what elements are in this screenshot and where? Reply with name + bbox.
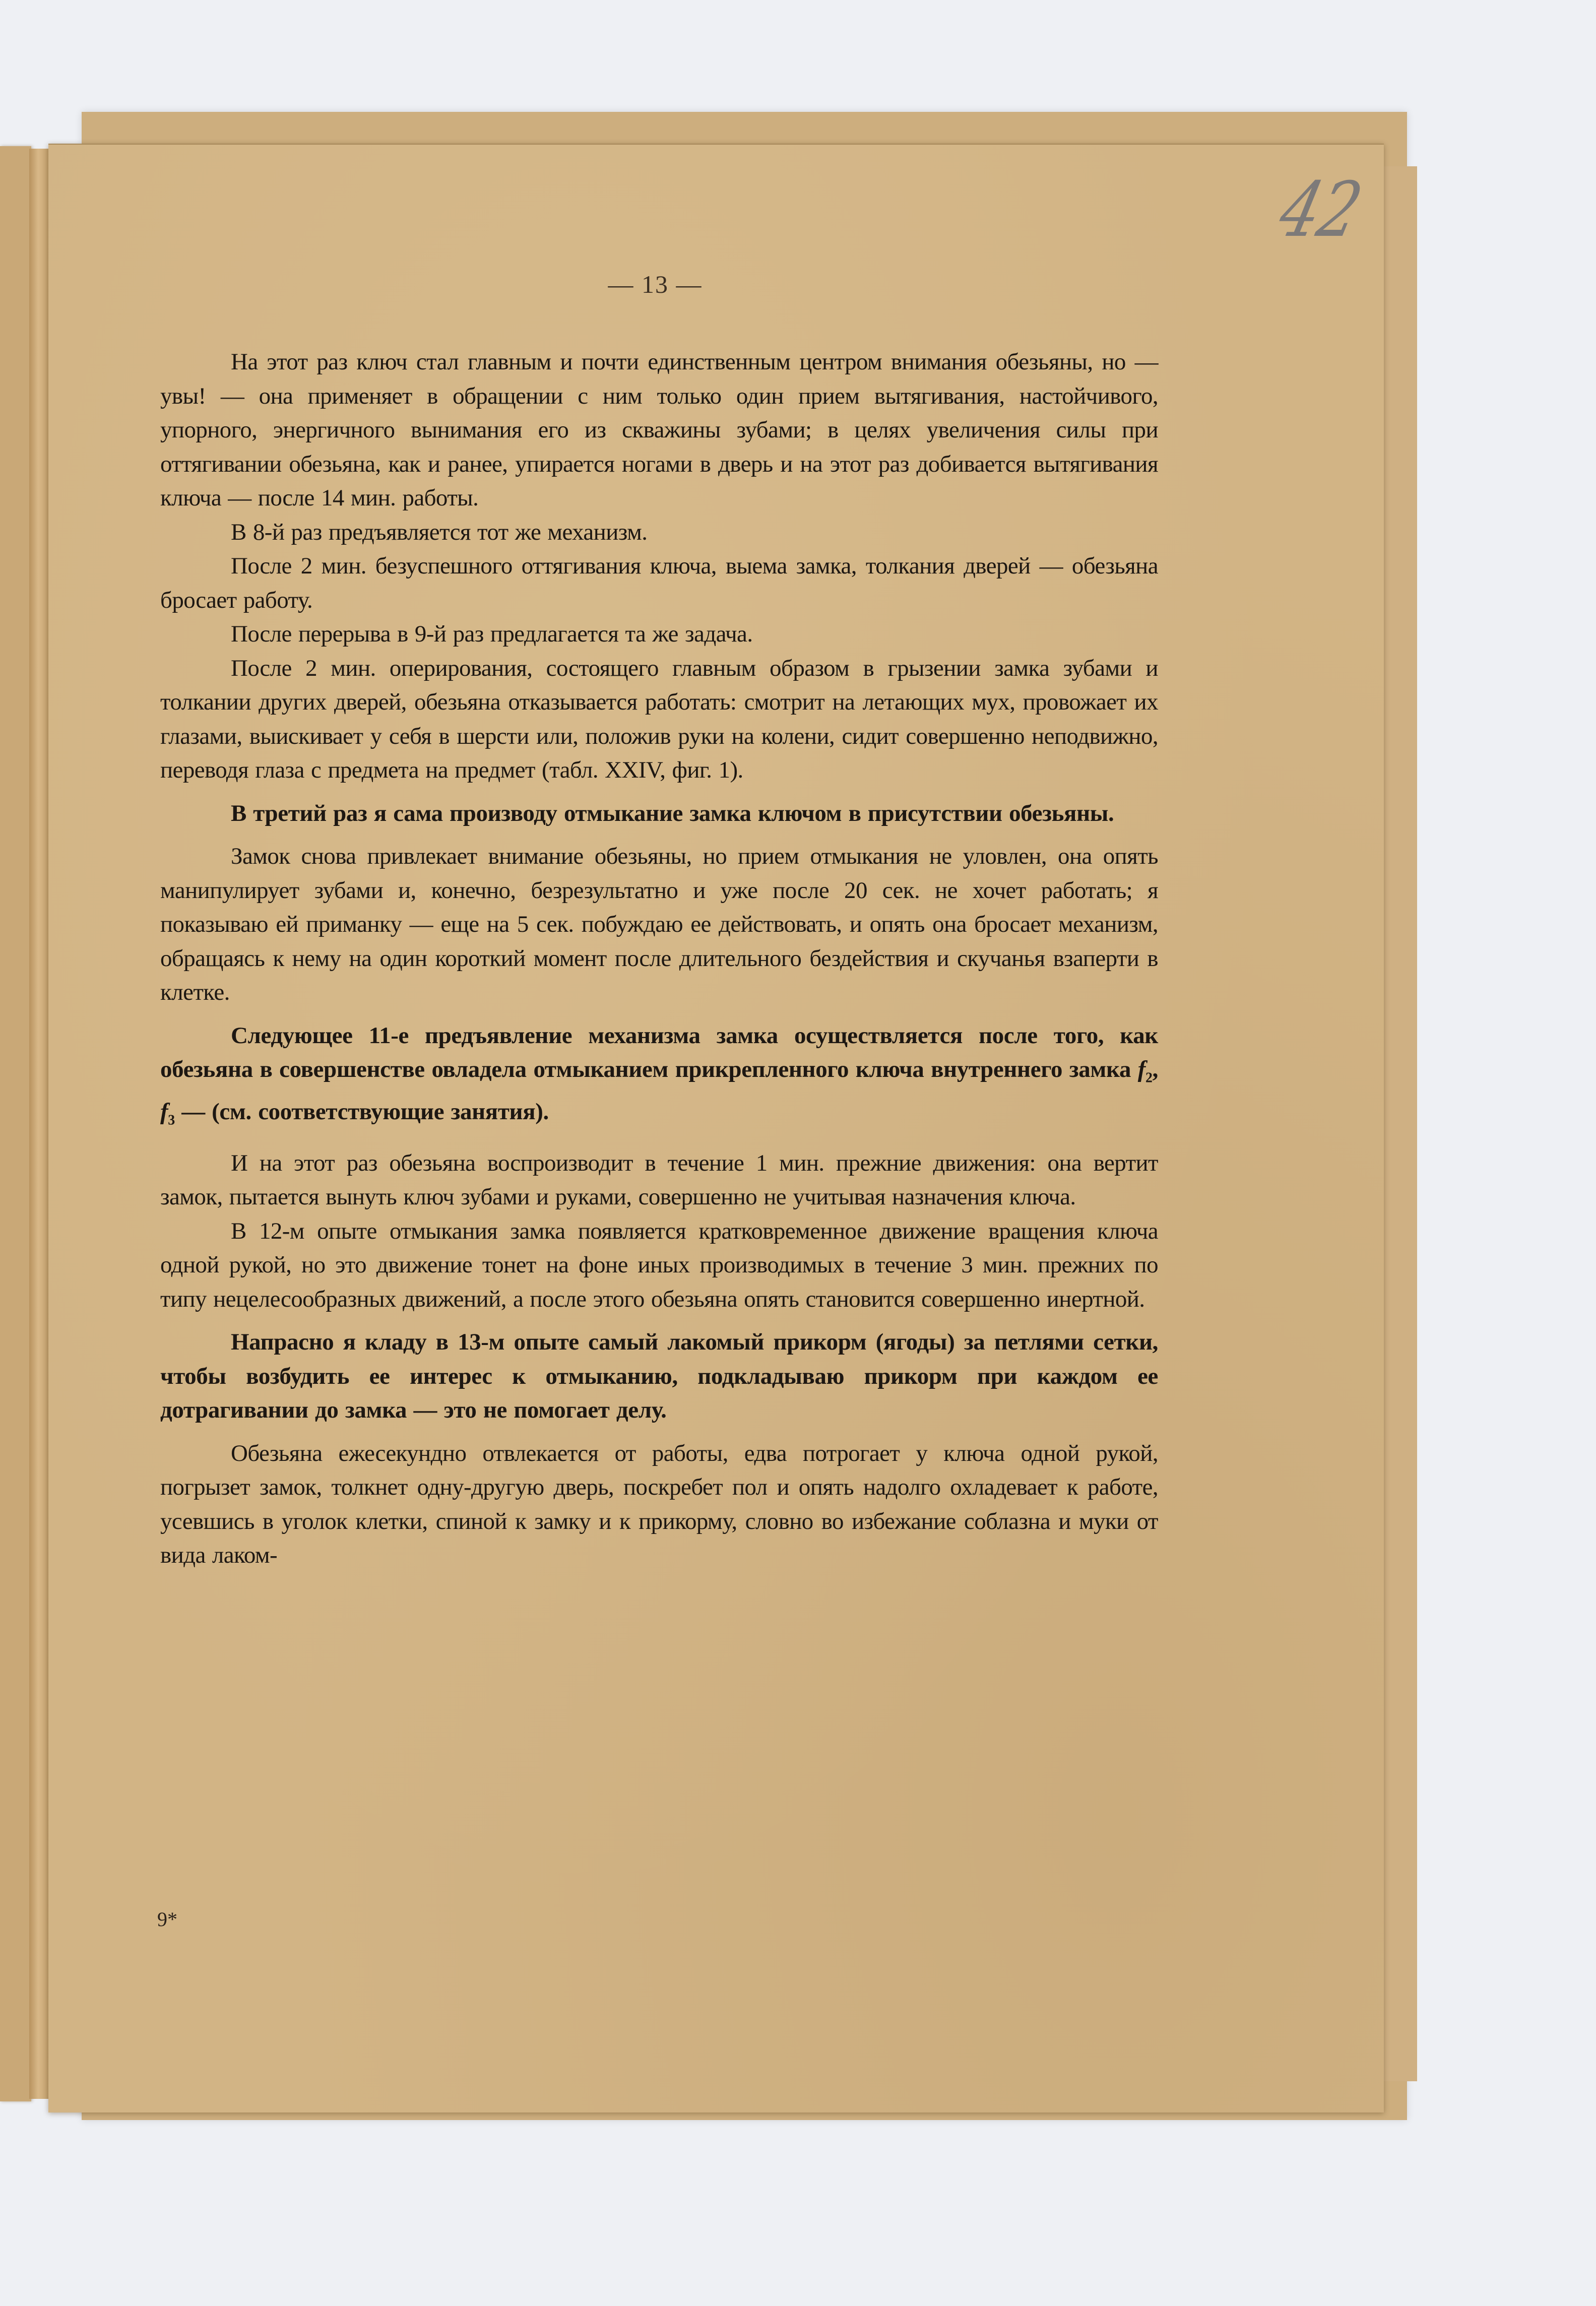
paragraph-emphasis: Напрасно я кладу в 13-м опыте самый лакомый прикорм (ягоды) за петлями сетки, чтобы возбудить ее интерес к отмыканию, подкладываю прикорм при каждом ее дотрагивании до замка — это не помогает делу. bbox=[160, 1329, 1158, 1424]
paragraph: В 12-м опыте отмыкания замка появляется кратковременное движение вращения ключа одной рукой, но это движение тонет на фоне иных производимых в течение 3 мин. прежних по типу нецелесообразных движений, а после этого обезьяна опять становится совершенно инертной. bbox=[160, 1218, 1158, 1312]
paragraph: И на этот раз обезьяна воспроизводит в течение 1 мин. прежние движения: она вертит замок, пытается вынуть ключ зубами и руками, совершенно не учитывая назначения ключа. bbox=[160, 1149, 1158, 1210]
formula-subscript: 2 bbox=[1145, 1070, 1153, 1086]
paragraph: Замок снова привлекает внимание обезьяны, но прием отмыкания не уловлен, она опять манипулирует зубами и, конечно, безрезультатно и уже после 20 сек. не хочет работать; я показываю ей приманку — еще на 5 сек. побуждаю ее действовать, и опять она бросает механизм, обращаясь к нему на один короткий момент после длительного бездействия и скучанья взаперти в клетке. bbox=[160, 843, 1158, 1005]
paragraph: В 8-й раз предъявляется тот же механизм. bbox=[231, 519, 648, 545]
paragraph: После 2 мин. оперирования, состоящего главным образом в грызении замка зубами и толкании других дверей, обезьяна отказывается работать: смотрит на летающих мух, провожает их глазами, выискивает у себя в шерсти или, положив руки на колени, сидит совершенно неподвижно, переводя глаза с предмета на предмет (табл. XXIV, фиг. 1). bbox=[160, 655, 1158, 783]
paragraph-gap bbox=[160, 1137, 1158, 1146]
handwritten-folio-number: 42 bbox=[1271, 166, 1370, 254]
paragraph-gap bbox=[160, 830, 1158, 840]
paragraph-emphasis bbox=[160, 1019, 1158, 1137]
paragraph: Обезьяна ежесекундно отвлекается от работы, едва потрогает у ключа одной рукой, погрызет замок, толкнет одну-другую дверь, поскребет пол и опять надолго охладевает к работе, усевшись в уголок клетки, спиной к замку и к прикорму, словно во избежание соблазна и муки от вида лаком- bbox=[160, 1440, 1158, 1569]
paragraph-text: — (см. соответствующие занятия). bbox=[174, 1098, 549, 1125]
paragraph: После 2 мин. безуспешного оттягивания ключа, выема замка, толкания дверей — обезьяна бросает работу. bbox=[160, 553, 1158, 613]
signature-mark: 9* bbox=[157, 1908, 177, 1931]
paragraph-text: Следующее 11-е предъявление механизма замка осуществляется после того, как обезьяна в совершенстве овладела отмыканием прикрепленного ключа внутреннего замка bbox=[160, 1022, 1158, 1082]
formula-separator: , bbox=[1152, 1056, 1158, 1082]
body-text bbox=[160, 345, 1158, 1573]
paragraph: На этот раз ключ стал главным и почти единственным центром внимания обезьяны, но — увы! — она применяет в обращении с ним только один прием вытягивания, настойчивого, упорного, энергичного вынимания его из скважины зубами; в целях увеличения силы при оттягивании обезьяна, как и ранее, упирается ногами в дверь и на этот раз добивается вытягивания ключа — после 14 мин. работы. bbox=[160, 349, 1158, 511]
book-gutter bbox=[29, 149, 49, 2099]
back-sheet-edge bbox=[1381, 166, 1417, 2081]
paragraph-gap bbox=[160, 1316, 1158, 1325]
page-number: — 13 — bbox=[608, 270, 703, 298]
paragraph-emphasis: В третий раз я сама производу отмыкание замка ключом в присутствии обезьяны. bbox=[231, 800, 1114, 826]
formula-symbol: f bbox=[160, 1098, 168, 1125]
paragraph-gap bbox=[160, 1428, 1158, 1437]
formula-symbol: f bbox=[1137, 1056, 1146, 1082]
paragraph-gap bbox=[160, 1010, 1158, 1019]
formula-subscript: 3 bbox=[168, 1112, 175, 1128]
paragraph: После перерыва в 9-й раз предлагается та же задача. bbox=[231, 621, 753, 647]
previous-page-edge bbox=[0, 146, 31, 2101]
paragraph-gap bbox=[160, 788, 1158, 797]
